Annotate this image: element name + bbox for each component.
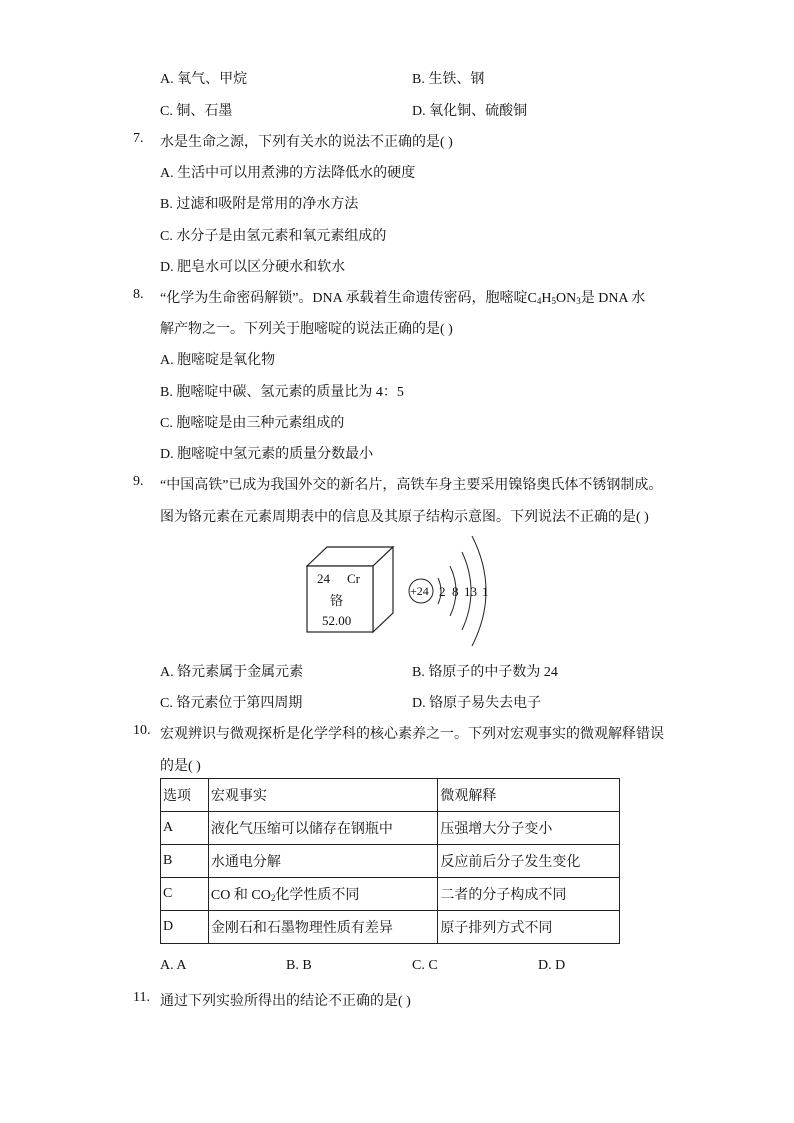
q9-stem-line2: 图为铬元素在元素周期表中的信息及其原子结构示意图。下列说法不正确的是( ) xyxy=(160,510,649,525)
co2-subscript: 2 xyxy=(270,893,276,903)
q8-option-b: B. 胞嘧啶中碳、氢元素的质量比为 4：5 xyxy=(160,385,404,400)
atom-nucleus-charge: +24 xyxy=(410,584,429,598)
element-symbol: Cr xyxy=(347,571,360,586)
q9-option-c: C. 铬元素位于第四周期 xyxy=(160,696,303,711)
table-cell: 反应前后分子发生变化 xyxy=(438,845,620,878)
co-text: CO 和 CO xyxy=(210,888,271,903)
q8-formula-on: ON xyxy=(555,291,577,306)
q6-option-c: C. 铜、石墨 xyxy=(160,104,233,119)
table-row xyxy=(161,878,620,911)
q8-stem-line2: 解产物之一。下列关于胞嘧啶的说法正确的是( ) xyxy=(160,322,453,337)
q8-formula-c-sub: 4 xyxy=(536,296,542,306)
q10-option-b: B. B xyxy=(286,958,312,973)
table-cell: 液化气压缩可以储存在钢瓶中 xyxy=(208,812,437,845)
q9-option-d: D. 铬原子易失去电子 xyxy=(412,696,542,711)
table-cell-co-co2 xyxy=(208,878,437,911)
q6-option-a: A. 氧气、甲烷 xyxy=(160,72,248,87)
q10-stem-line1: 宏观辨识与微观探析是化学学科的核心素养之一。下列对宏观事实的微观解释错误 xyxy=(160,727,664,742)
q7-option-a: A. 生活中可以用煮沸的方法降低水的硬度 xyxy=(160,166,416,181)
table-header-cell: 选项 xyxy=(161,779,209,812)
element-cube-frame xyxy=(306,546,406,636)
q10-option-c: C. C xyxy=(412,958,438,973)
atom-shell-2: 8 xyxy=(452,584,459,599)
q7-option-b: B. 过滤和吸附是常用的净水方法 xyxy=(160,197,359,212)
q7-option-c: C. 水分子是由氢元素和氧元素组成的 xyxy=(160,229,387,244)
atom-shell-3: 13 xyxy=(464,584,477,599)
q10-stem-line2: 的是( ) xyxy=(160,759,201,774)
element-name: 铬 xyxy=(330,593,344,608)
co-fact-text: 化学性质不同 xyxy=(275,888,360,903)
table-cell: B xyxy=(161,845,209,878)
q8-formula xyxy=(528,291,581,306)
q8-stem-part-a: “化学为生命密码解锁”。DNA 承载着生命遗传密码，胞嘧啶 xyxy=(160,291,528,306)
table-cell: 原子排列方式不同 xyxy=(438,911,620,944)
q11-number: 11. xyxy=(133,990,150,1005)
table-header-row xyxy=(161,779,620,812)
q11-stem: 通过下列实验所得出的结论不正确的是( ) xyxy=(160,994,411,1009)
q8-formula-h-sub: 5 xyxy=(551,296,556,306)
table-row xyxy=(161,812,620,845)
table-cell: C xyxy=(161,878,209,911)
q7-option-d: D. 肥皂水可以区分硬水和软水 xyxy=(160,260,346,275)
q8-stem-line1 xyxy=(160,287,645,307)
atom-shell-1: 2 xyxy=(439,584,446,599)
q10-number: 10. xyxy=(133,723,151,738)
element-atomic-mass: 52.00 xyxy=(322,613,352,628)
table-cell: 二者的分子构成不同 xyxy=(438,878,620,911)
q7-number: 7. xyxy=(133,131,144,146)
q8-formula-c: C xyxy=(527,291,537,306)
table-cell: 金刚石和石墨物理性质有差异 xyxy=(208,911,437,944)
q9-option-b: B. 铬原子的中子数为 24 xyxy=(412,665,558,680)
table-cell: 压强增大分子变小 xyxy=(438,812,620,845)
q9-stem-line1: “中国高铁”已成为我国外交的新名片，高铁车身主要采用镍铬奥氏体不锈钢制成。 xyxy=(160,478,663,493)
q10-table xyxy=(160,778,620,944)
q10-option-a: A. A xyxy=(160,958,187,973)
q8-option-c: C. 胞嘧啶是由三种元素组成的 xyxy=(160,416,345,431)
q8-option-a: A. 胞嘧啶是氧化物 xyxy=(160,353,276,368)
table-header-cell: 宏观事实 xyxy=(208,779,437,812)
q8-number: 8. xyxy=(133,287,144,302)
q8-formula-n-sub: 3 xyxy=(576,296,581,306)
q6-option-d: D. 氧化铜、硫酸铜 xyxy=(412,104,528,119)
q9-number: 9. xyxy=(133,474,144,489)
atom-shell-4: 1 xyxy=(482,584,489,599)
element-atomic-number: 24 xyxy=(317,571,330,586)
q8-stem-part-b: 是 DNA 水 xyxy=(580,291,646,306)
q6-option-b: B. 生铁、钢 xyxy=(412,72,485,87)
table-row xyxy=(161,845,620,878)
q7-stem: 水是生命之源，下列有关水的说法不正确的是( ) xyxy=(160,135,453,150)
q8-option-d: D. 胞嘧啶中氢元素的质量分数最小 xyxy=(160,447,374,462)
table-cell: A xyxy=(161,812,209,845)
q8-formula-h: H xyxy=(541,291,552,306)
table-row xyxy=(161,911,620,944)
q10-option-d: D. D xyxy=(538,958,566,973)
q9-option-a: A. 铬元素属于金属元素 xyxy=(160,665,304,680)
table-cell: 水通电分解 xyxy=(208,845,437,878)
table-cell: D xyxy=(161,911,209,944)
table-header-cell: 微观解释 xyxy=(438,779,620,812)
